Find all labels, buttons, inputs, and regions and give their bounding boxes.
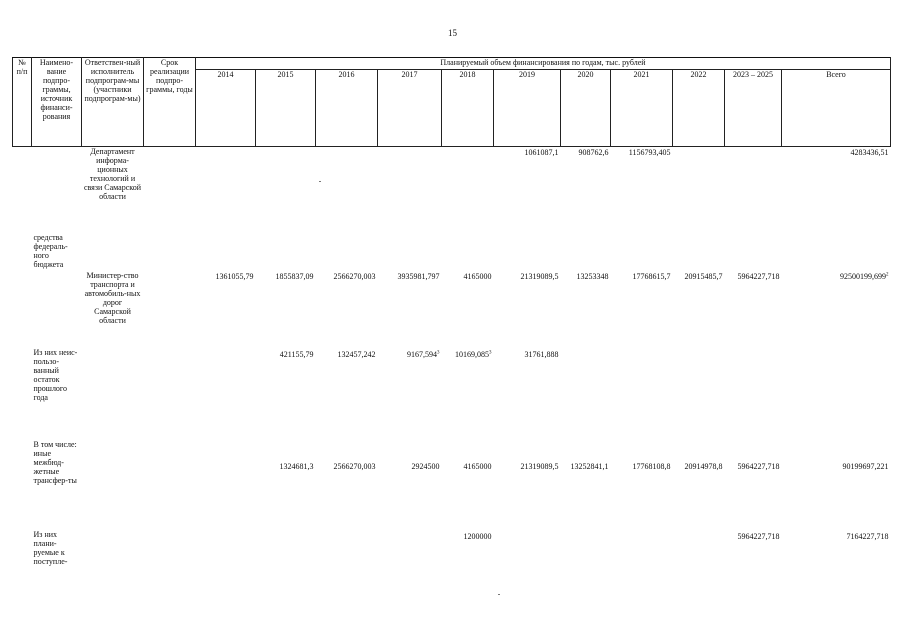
value-text: 21319089,5 (520, 462, 559, 472)
header-responsible: Ответствен-ный исполнитель подпрограм-мы (участники подпрограм-мы) (82, 58, 144, 147)
cell-year-value (316, 441, 378, 531)
value-text: 421155,79 (279, 350, 314, 360)
cell-year-value (611, 146, 673, 230)
cell-total (782, 146, 891, 230)
cell-year-value (561, 531, 611, 581)
table-row (13, 271, 891, 349)
scan-speck (319, 181, 321, 182)
cell-year-value (494, 531, 561, 581)
header-year: 2014 (196, 69, 256, 146)
cell-responsible: Министер-ство транспорта и автомобиль-ных дорог Самарской области (84, 271, 141, 326)
cell-year-value (611, 531, 673, 581)
cell-year-value (378, 349, 442, 441)
cell-num (13, 531, 32, 581)
cell-year-value (196, 271, 256, 349)
cell-year-value (725, 146, 782, 230)
value-text: 9167,594 (407, 350, 437, 360)
cell-year-value (256, 146, 316, 230)
cell-term (144, 441, 196, 531)
cell-term (144, 271, 196, 349)
value-text: 90199697,221 (842, 462, 889, 472)
table-body (13, 146, 891, 581)
cell-responsible (82, 230, 144, 271)
value-text: 10169,085 (455, 350, 489, 360)
cell-num (13, 146, 32, 230)
footnote-mark: 3 (437, 350, 440, 356)
header-funding: Планируемый объем финансирования по годам, тыс. рублей (196, 58, 891, 70)
cell-year-value (378, 441, 442, 531)
value-text: 20914978,8 (684, 462, 723, 472)
value-text: 4165000 (463, 272, 492, 282)
table-row (13, 230, 891, 271)
cell-num (13, 230, 32, 271)
scan-speck (498, 594, 500, 595)
value-text: 2924500 (411, 462, 440, 472)
cell-year-value (256, 531, 316, 581)
header-term: Срок реализации подпро-граммы, годы (144, 58, 196, 147)
cell-responsible (82, 349, 144, 441)
value-text: 17768108,8 (632, 462, 671, 472)
cell-year-value (196, 531, 256, 581)
cell-subprogram-name: средства федераль-ного бюджета (33, 233, 68, 270)
value-text: 13253348 (576, 272, 609, 282)
header-year: 2016 (316, 69, 378, 146)
cell-year-value (494, 271, 561, 349)
value-text: 1156793,405 (628, 147, 671, 157)
cell-year-value (673, 271, 725, 349)
value-text: 3935981,797 (397, 272, 440, 282)
header-name: Наимено-вание подпро-граммы, источник финанси-рования (32, 58, 82, 147)
cell-year-value (611, 230, 673, 271)
cell-total (782, 531, 891, 581)
cell-num (13, 441, 32, 531)
cell-year-value (196, 349, 256, 441)
header-year: 2023 – 2025 (725, 69, 782, 146)
cell-total (782, 271, 891, 349)
table-row (13, 146, 891, 230)
cell-num (13, 349, 32, 441)
cell-year-value (256, 349, 316, 441)
value-text: 5964227,718 (737, 272, 780, 282)
cell-num (13, 271, 32, 349)
cell-year-value (442, 146, 494, 230)
value-text: 20915485,7 (684, 272, 723, 282)
cell-year-value (316, 146, 378, 230)
cell-total (782, 230, 891, 271)
header-year: 2019 (494, 69, 561, 146)
value-text: 908762,6 (578, 147, 609, 157)
value-text: 132457,242 (337, 350, 376, 360)
cell-year-value (256, 271, 316, 349)
cell-year-value (196, 230, 256, 271)
cell-year-value (673, 146, 725, 230)
cell-year-value (316, 271, 378, 349)
cell-year-value (378, 146, 442, 230)
value-text: 2566270,003 (333, 462, 376, 472)
cell-responsible (82, 441, 144, 531)
cell-year-value (725, 349, 782, 441)
cell-year-value (256, 230, 316, 271)
cell-year-value (256, 441, 316, 531)
header-year: 2018 (442, 69, 494, 146)
cell-year-value (673, 531, 725, 581)
value-text: 1200000 (463, 532, 492, 542)
cell-year-value (196, 146, 256, 230)
cell-year-value (442, 230, 494, 271)
cell-year-value (673, 349, 725, 441)
cell-year-value (378, 230, 442, 271)
header-year: 2022 (673, 69, 725, 146)
cell-year-value (494, 349, 561, 441)
cell-responsible (82, 531, 144, 581)
cell-year-value (611, 271, 673, 349)
cell-year-value (442, 349, 494, 441)
value-text: 4165000 (463, 462, 492, 472)
cell-year-value (725, 271, 782, 349)
header-num: № п/п (13, 58, 32, 147)
cell-year-value (378, 531, 442, 581)
value-text: 92500199,699 (840, 272, 886, 282)
cell-year-value (561, 146, 611, 230)
value-text: 31761,888 (524, 350, 559, 360)
cell-term (144, 230, 196, 271)
cell-year-value (611, 349, 673, 441)
cell-subprogram-name: Из них неис-пользо-ванный остаток прошлого года (33, 349, 78, 403)
cell-term (144, 146, 196, 230)
cell-year-value (442, 271, 494, 349)
header-total: Всего (782, 69, 891, 146)
value-text: 17768615,7 (632, 272, 671, 282)
cell-term (144, 349, 196, 441)
cell-year-value (494, 441, 561, 531)
footnote-mark: 2 (886, 272, 889, 278)
cell-year-value (673, 230, 725, 271)
cell-year-value (442, 531, 494, 581)
table-row (13, 441, 891, 531)
cell-subprogram-name: В том числе: иные межбюд-жетные трансфер-ты (33, 441, 77, 486)
table-row (13, 349, 891, 441)
cell-total (782, 441, 891, 531)
value-text: 5964227,718 (737, 462, 780, 472)
cell-year-value (316, 531, 378, 581)
cell-total (782, 349, 891, 441)
cell-subprogram-name: Из них плани-руемые к поступле- (33, 531, 68, 567)
cell-year-value (725, 230, 782, 271)
table-row (13, 531, 891, 581)
cell-subprogram-name (32, 146, 82, 230)
header-year: 2017 (378, 69, 442, 146)
cell-year-value (378, 271, 442, 349)
cell-term (144, 531, 196, 581)
value-text: 21319089,5 (520, 272, 559, 282)
cell-year-value (316, 230, 378, 271)
value-text: 7164227,718 (846, 532, 889, 542)
header-year: 2015 (256, 69, 316, 146)
value-text: 1061087,1 (524, 147, 559, 157)
cell-year-value (494, 230, 561, 271)
cell-year-value (725, 441, 782, 531)
cell-responsible: Департамент информа-ционных технологий и связи Самарской области (83, 146, 142, 201)
value-text: 1324681,3 (279, 462, 314, 472)
cell-year-value (196, 441, 256, 531)
footnote-mark: 3 (489, 350, 492, 356)
cell-year-value (442, 441, 494, 531)
cell-year-value (561, 271, 611, 349)
value-text: 13252841,1 (570, 462, 609, 472)
funding-table (12, 57, 891, 581)
cell-year-value (673, 441, 725, 531)
value-text: 1855837,09 (275, 272, 314, 282)
header-year: 2021 (611, 69, 673, 146)
value-text: 5964227,718 (737, 532, 780, 542)
cell-year-value (561, 349, 611, 441)
header-year: 2020 (561, 69, 611, 146)
cell-year-value (561, 441, 611, 531)
cell-year-value (316, 349, 378, 441)
value-text: 2566270,003 (333, 272, 376, 282)
value-text: 1361055,79 (215, 272, 254, 282)
cell-year-value (494, 146, 561, 230)
page-number: 15 (448, 28, 457, 38)
cell-year-value (561, 230, 611, 271)
cell-year-value (725, 531, 782, 581)
value-text: 4283436,51 (850, 147, 889, 157)
cell-year-value (611, 441, 673, 531)
cell-subprogram-name (32, 271, 82, 349)
